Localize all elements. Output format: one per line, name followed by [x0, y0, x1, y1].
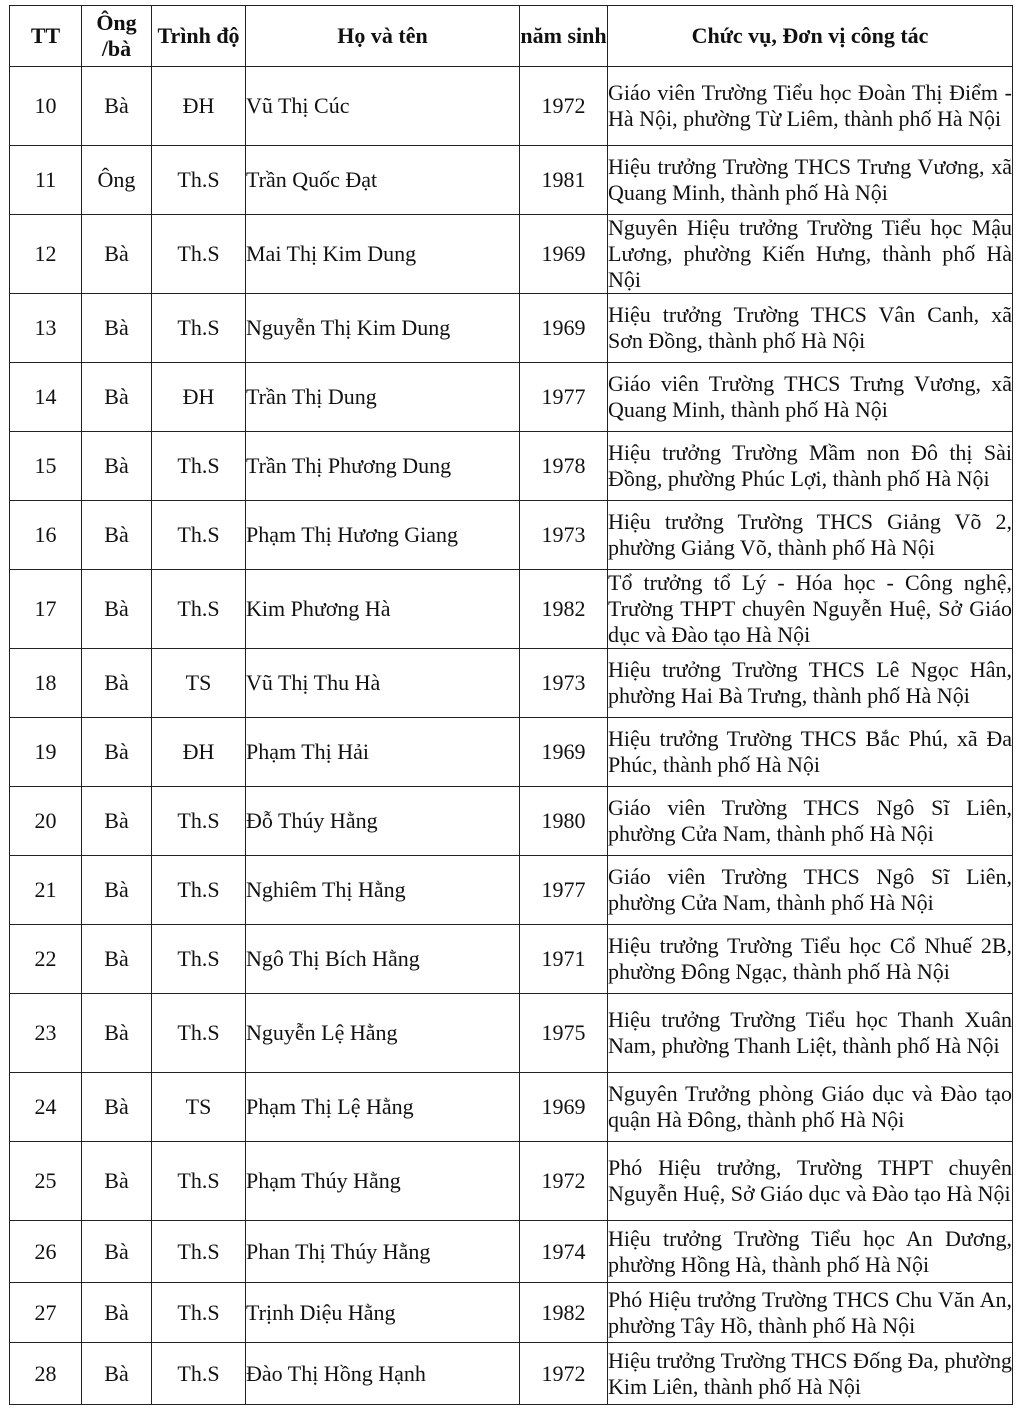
cell-position: Giáo viên Trường Tiểu học Đoàn Thị Điểm - Hà Nội, phường Từ Liêm, thành phố Hà Nội — [608, 67, 1013, 146]
cell-tt: 24 — [10, 1073, 82, 1142]
cell-year: 1973 — [520, 501, 608, 570]
cell-degree: Th.S — [152, 432, 246, 501]
cell-title: Bà — [82, 649, 152, 718]
cell-degree: Th.S — [152, 787, 246, 856]
cell-title: Bà — [82, 67, 152, 146]
cell-position: Hiệu trưởng Trường THCS Trưng Vương, xã Quang Minh, thành phố Hà Nội — [608, 146, 1013, 215]
cell-name: Phạm Thị Lệ Hằng — [246, 1073, 520, 1142]
cell-year: 1969 — [520, 215, 608, 294]
cell-year: 1980 — [520, 787, 608, 856]
cell-tt: 15 — [10, 432, 82, 501]
personnel-table — [9, 5, 1013, 1405]
cell-year: 1977 — [520, 363, 608, 432]
cell-name: Trần Thị Dung — [246, 363, 520, 432]
cell-tt: 28 — [10, 1343, 82, 1405]
table-row — [10, 1283, 1013, 1343]
header-year: năm sinh — [520, 6, 608, 67]
cell-name: Phạm Thúy Hằng — [246, 1142, 520, 1221]
cell-title: Bà — [82, 1073, 152, 1142]
cell-title: Bà — [82, 215, 152, 294]
cell-year: 1969 — [520, 1073, 608, 1142]
cell-title: Bà — [82, 787, 152, 856]
cell-degree: TS — [152, 649, 246, 718]
cell-year: 1972 — [520, 1343, 608, 1405]
cell-degree: Th.S — [152, 1343, 246, 1405]
table-row — [10, 1343, 1013, 1405]
cell-tt: 22 — [10, 925, 82, 994]
cell-tt: 19 — [10, 718, 82, 787]
cell-tt: 20 — [10, 787, 82, 856]
cell-position: Giáo viên Trường THCS Ngô Sĩ Liên, phường Cửa Nam, thành phố Hà Nội — [608, 787, 1013, 856]
cell-title: Bà — [82, 363, 152, 432]
cell-position: Hiệu trưởng Trường Tiểu học An Dương, phường Hồng Hà, thành phố Hà Nội — [608, 1221, 1013, 1283]
cell-title: Bà — [82, 1343, 152, 1405]
table-row — [10, 146, 1013, 215]
cell-tt: 13 — [10, 294, 82, 363]
cell-year: 1982 — [520, 570, 608, 649]
document-page — [9, 5, 1013, 1405]
header-tt: TT — [10, 6, 82, 67]
cell-title: Bà — [82, 994, 152, 1073]
table-row — [10, 925, 1013, 994]
cell-tt: 14 — [10, 363, 82, 432]
table-row — [10, 363, 1013, 432]
cell-degree: Th.S — [152, 570, 246, 649]
cell-position: Hiệu trưởng Trường THCS Đống Đa, phường Kim Liên, thành phố Hà Nội — [608, 1343, 1013, 1405]
cell-tt: 18 — [10, 649, 82, 718]
table-row — [10, 856, 1013, 925]
cell-position: Hiệu trưởng Trường Tiểu học Cổ Nhuế 2B, phường Đông Ngạc, thành phố Hà Nội — [608, 925, 1013, 994]
cell-year: 1969 — [520, 294, 608, 363]
table-row — [10, 1142, 1013, 1221]
cell-degree: ĐH — [152, 363, 246, 432]
cell-tt: 12 — [10, 215, 82, 294]
cell-name: Phan Thị Thúy Hằng — [246, 1221, 520, 1283]
header-title: Ông /bà — [82, 6, 152, 67]
table-row — [10, 718, 1013, 787]
cell-position: Giáo viên Trường THCS Trưng Vương, xã Quang Minh, thành phố Hà Nội — [608, 363, 1013, 432]
cell-tt: 26 — [10, 1221, 82, 1283]
cell-name: Đào Thị Hồng Hạnh — [246, 1343, 520, 1405]
cell-name: Trịnh Diệu Hằng — [246, 1283, 520, 1343]
cell-name: Kim Phương Hà — [246, 570, 520, 649]
cell-year: 1982 — [520, 1283, 608, 1343]
cell-title: Bà — [82, 1283, 152, 1343]
header-degree: Trình độ — [152, 6, 246, 67]
cell-title: Bà — [82, 856, 152, 925]
table-row — [10, 1221, 1013, 1283]
cell-year: 1971 — [520, 925, 608, 994]
cell-position: Hiệu trưởng Trường THCS Lê Ngọc Hân, phường Hai Bà Trưng, thành phố Hà Nội — [608, 649, 1013, 718]
cell-tt: 11 — [10, 146, 82, 215]
cell-position: Tổ trưởng tổ Lý - Hóa học - Công nghệ, Trường THPT chuyên Nguyễn Huệ, Sở Giáo dục và Đào tạo Hà Nội — [608, 570, 1012, 647]
table-row — [10, 787, 1013, 856]
table-row — [10, 432, 1013, 501]
cell-position: Nguyên Hiệu trưởng Trường Tiểu học Mậu Lương, phường Kiến Hưng, thành phố Hà Nội — [608, 215, 1012, 292]
cell-title: Bà — [82, 718, 152, 787]
cell-year: 1977 — [520, 856, 608, 925]
cell-position: Phó Hiệu trưởng Trường THCS Chu Văn An, phường Tây Hồ, thành phố Hà Nội — [608, 1283, 1013, 1343]
cell-title: Ông — [82, 146, 152, 215]
table-row — [10, 215, 1013, 294]
cell-degree: Th.S — [152, 994, 246, 1073]
cell-name: Nghiêm Thị Hằng — [246, 856, 520, 925]
table-row — [10, 1073, 1013, 1142]
table-row — [10, 649, 1013, 718]
cell-degree: Th.S — [152, 294, 246, 363]
table-row — [10, 294, 1013, 363]
table-row — [10, 570, 1013, 649]
cell-name: Nguyễn Lệ Hằng — [246, 994, 520, 1073]
cell-position: Hiệu trưởng Trường Tiểu học Thanh Xuân Nam, phường Thanh Liệt, thành phố Hà Nội — [608, 994, 1013, 1073]
cell-position: Hiệu trưởng Trường THCS Vân Canh, xã Sơn Đồng, thành phố Hà Nội — [608, 294, 1013, 363]
cell-degree: ĐH — [152, 67, 246, 146]
cell-name: Mai Thị Kim Dung — [246, 215, 520, 294]
cell-year: 1974 — [520, 1221, 608, 1283]
cell-title: Bà — [82, 294, 152, 363]
cell-tt: 25 — [10, 1142, 82, 1221]
cell-position: Hiệu trưởng Trường Mầm non Đô thị Sài Đồng, phường Phúc Lợi, thành phố Hà Nội — [608, 432, 1013, 501]
cell-degree: Th.S — [152, 215, 246, 294]
cell-degree: ĐH — [152, 718, 246, 787]
cell-name: Vũ Thị Cúc — [246, 67, 520, 146]
cell-degree: Th.S — [152, 1283, 246, 1343]
cell-name: Phạm Thị Hải — [246, 718, 520, 787]
cell-position: Phó Hiệu trưởng, Trường THPT chuyên Nguyễn Huệ, Sở Giáo dục và Đào tạo Hà Nội — [608, 1142, 1013, 1221]
cell-name: Phạm Thị Hương Giang — [246, 501, 520, 570]
cell-position: Giáo viên Trường THCS Ngô Sĩ Liên, phường Cửa Nam, thành phố Hà Nội — [608, 856, 1013, 925]
cell-title: Bà — [82, 925, 152, 994]
cell-tt: 10 — [10, 67, 82, 146]
cell-name: Đỗ Thúy Hằng — [246, 787, 520, 856]
cell-tt: 16 — [10, 501, 82, 570]
table-row — [10, 501, 1013, 570]
cell-degree: Th.S — [152, 925, 246, 994]
cell-position: Nguyên Trưởng phòng Giáo dục và Đào tạo quận Hà Đông, thành phố Hà Nội — [608, 1073, 1013, 1142]
cell-position: Hiệu trưởng Trường THCS Giảng Võ 2, phường Giảng Võ, thành phố Hà Nội — [608, 501, 1013, 570]
header-position: Chức vụ, Đơn vị công tác — [608, 6, 1013, 67]
cell-name: Vũ Thị Thu Hà — [246, 649, 520, 718]
cell-title: Bà — [82, 1221, 152, 1283]
cell-year: 1975 — [520, 994, 608, 1073]
cell-year: 1969 — [520, 718, 608, 787]
cell-degree: Th.S — [152, 856, 246, 925]
cell-title: Bà — [82, 570, 152, 649]
table-row — [10, 994, 1013, 1073]
cell-year: 1972 — [520, 1142, 608, 1221]
cell-title: Bà — [82, 1142, 152, 1221]
header-name: Họ và tên — [246, 6, 520, 67]
cell-title: Bà — [82, 432, 152, 501]
cell-tt: 17 — [10, 570, 82, 649]
cell-year: 1981 — [520, 146, 608, 215]
cell-degree: Th.S — [152, 146, 246, 215]
cell-title: Bà — [82, 501, 152, 570]
cell-degree: Th.S — [152, 501, 246, 570]
cell-tt: 23 — [10, 994, 82, 1073]
cell-degree: Th.S — [152, 1221, 246, 1283]
cell-name: Trần Quốc Đạt — [246, 146, 520, 215]
cell-year: 1973 — [520, 649, 608, 718]
cell-year: 1978 — [520, 432, 608, 501]
cell-degree: Th.S — [152, 1142, 246, 1221]
table-header-row — [10, 6, 1013, 67]
table-body — [10, 67, 1013, 1405]
table-row — [10, 67, 1013, 146]
cell-name: Trần Thị Phương Dung — [246, 432, 520, 501]
cell-tt: 21 — [10, 856, 82, 925]
cell-position: Hiệu trưởng Trường THCS Bắc Phú, xã Đa Phúc, thành phố Hà Nội — [608, 718, 1013, 787]
cell-year: 1972 — [520, 67, 608, 146]
cell-degree: TS — [152, 1073, 246, 1142]
cell-name: Ngô Thị Bích Hằng — [246, 925, 520, 994]
cell-tt: 27 — [10, 1283, 82, 1343]
cell-name: Nguyễn Thị Kim Dung — [246, 294, 520, 363]
